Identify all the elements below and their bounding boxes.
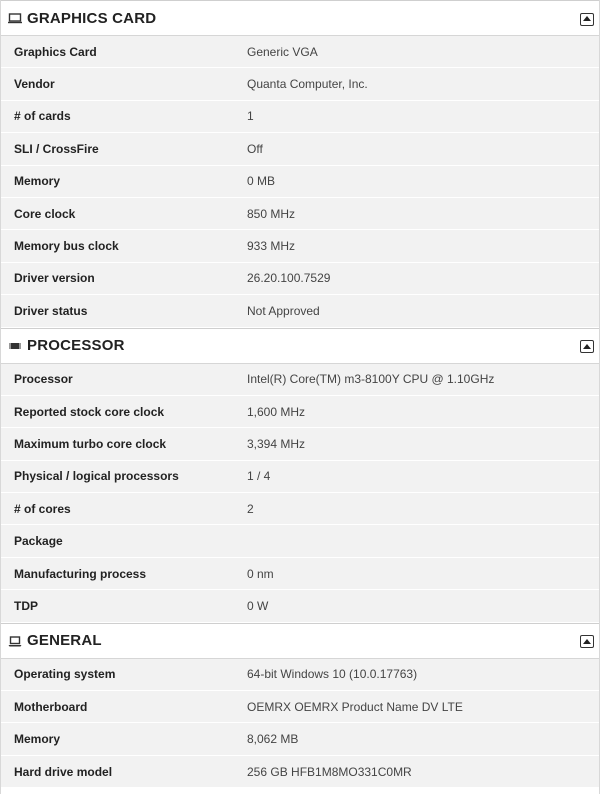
row-value: 1,600 MHz [247, 404, 306, 419]
row-label: Memory bus clock [14, 239, 119, 254]
row-value: Not Approved [247, 303, 320, 318]
row-label: Hard drive model [14, 764, 113, 779]
row-value: 1 / 4 [247, 469, 271, 484]
row-label: Core clock [14, 206, 76, 221]
row-value: 933 MHz [247, 239, 296, 254]
table-row [1, 659, 599, 691]
table-row [1, 691, 599, 723]
collapse-icon[interactable] [580, 635, 594, 648]
row-value: 2 [247, 501, 254, 516]
table-row [1, 428, 599, 460]
row-value: 0 nm [247, 566, 274, 581]
row-value: OEMRX OEMRX Product Name DV LTE [247, 699, 463, 714]
table-row [1, 230, 599, 262]
section-header-graphics-card[interactable] [1, 0, 599, 36]
row-value: 1 [247, 109, 254, 124]
row-label: Driver version [14, 271, 95, 286]
row-label: Maximum turbo core clock [14, 436, 167, 451]
row-label: # of cores [14, 501, 71, 516]
row-value: 0 W [247, 598, 269, 613]
section-header-general[interactable] [1, 623, 599, 659]
table-row [1, 558, 599, 590]
row-label: Memory [14, 174, 61, 189]
monitor-icon [8, 11, 22, 25]
row-label: Vendor [14, 77, 55, 92]
section-header-processor[interactable] [1, 328, 599, 364]
row-label: Operating system [14, 667, 116, 682]
table-row [1, 461, 599, 493]
row-value: Quanta Computer, Inc. [247, 77, 368, 92]
table-row [1, 68, 599, 100]
row-label: Memory [14, 732, 61, 747]
row-label: Package [14, 534, 63, 549]
row-label: Reported stock core clock [14, 404, 165, 419]
row-label: Manufacturing process [14, 566, 147, 581]
row-value: 3,394 MHz [247, 436, 306, 451]
laptop-icon [8, 634, 22, 648]
row-label: Driver status [14, 303, 88, 318]
row-label: Motherboard [14, 699, 88, 714]
row-label: # of cards [14, 109, 71, 124]
table-row [1, 198, 599, 230]
collapse-icon[interactable] [580, 340, 594, 353]
row-value: 64-bit Windows 10 (10.0.17763) [247, 667, 418, 682]
chip-icon [8, 339, 22, 353]
table-row [1, 133, 599, 165]
table-row [1, 396, 599, 428]
section-title: GRAPHICS CARD [27, 9, 157, 27]
section-title: PROCESSOR [27, 337, 125, 355]
table-row [1, 101, 599, 133]
table-row [1, 166, 599, 198]
table-row [1, 295, 599, 327]
row-value: Off [247, 141, 263, 156]
table-row [1, 493, 599, 525]
row-label: Physical / logical processors [14, 469, 179, 484]
section-title: GENERAL [27, 632, 102, 650]
row-value: Generic VGA [247, 44, 318, 59]
row-value: 8,062 MB [247, 732, 299, 747]
row-value: 850 MHz [247, 206, 296, 221]
table-row [1, 723, 599, 755]
row-value: 256 GB HFB1M8MO331C0MR [247, 764, 412, 779]
table-row [1, 756, 599, 788]
table-row [1, 590, 599, 622]
row-value: 26.20.100.7529 [247, 271, 331, 286]
table-row [1, 263, 599, 295]
table-row [1, 36, 599, 68]
row-label: SLI / CrossFire [14, 141, 99, 156]
row-value: Intel(R) Core(TM) m3-8100Y CPU @ 1.10GHz [247, 372, 495, 387]
table-row [1, 364, 599, 396]
row-label: Processor [14, 372, 73, 387]
collapse-icon[interactable] [580, 13, 594, 26]
row-label: TDP [14, 598, 38, 613]
table-row [1, 525, 599, 557]
row-value: 0 MB [247, 174, 276, 189]
row-label: Graphics Card [14, 44, 97, 59]
